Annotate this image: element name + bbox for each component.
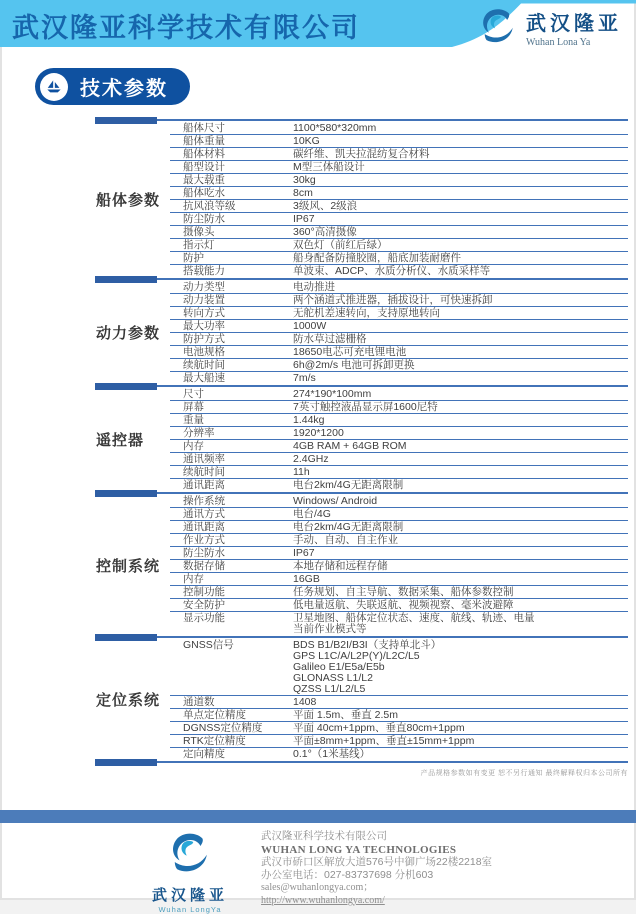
spec-value: 电动推进 [293,280,335,293]
spec-value: 1920*1200 [293,426,344,439]
footer-company-en: WUHAN LONG YA TECHNOLOGIES [261,843,457,856]
spec-value: 船身配备防撞胶圈，船底加装耐磨件 [293,251,461,264]
spec-label: 通道数 [183,695,215,708]
section-divider-line [95,385,628,387]
spec-value: 低电量返航、失联返航、视频视察、毫米波避障 [293,598,514,611]
spec-label: 防尘防水 [183,546,225,559]
spec-row [170,388,628,401]
spec-row [170,226,628,239]
spec-label: DGNSS定位精度 [183,721,263,734]
spec-row [170,427,628,440]
spec-label: 防尘防水 [183,212,225,225]
spec-value: 1408 [293,695,317,708]
spec-value: 4GB RAM + 64GB ROM [293,439,407,452]
spec-value: 10KG [293,134,320,147]
spec-section [95,639,628,760]
spec-row [170,174,628,187]
spec-row [170,359,628,372]
spec-value: 手动、自动、自主作业 [293,533,398,546]
spec-row [170,696,628,709]
page-title: 武汉隆亚科学技术有限公司 [12,13,360,43]
section-divider-line [95,636,628,638]
spec-label: 船型设计 [183,160,225,173]
spec-row [170,307,628,320]
spec-value: 平面±8mm+1ppm、垂直±15mm+1ppm [293,734,475,747]
spec-value: 2.4GHz [293,452,329,465]
spec-row [170,495,628,508]
spec-value: 1.44kg [293,413,325,426]
section-divider-bar [95,276,157,283]
spec-value: 电台2km/4G无距离限制 [293,520,404,533]
spec-row [170,709,628,722]
spec-value: 平面 40cm+1ppm、垂直80cm+1ppm [293,721,465,734]
spec-row [170,265,628,277]
brand-logo [477,6,622,48]
spec-label: 尺寸 [183,387,204,400]
spec-value: Windows/ Android [293,494,378,507]
disclaimer-text: 产品规格参数如有变更 恕不另行通知 最终解释权归本公司所有 [420,770,628,777]
spec-value: 16GB [293,572,320,585]
spec-row [170,135,628,148]
spec-row [170,534,628,547]
spec-value: 防水草过滤栅格 [293,332,367,345]
spec-label: 安全防护 [183,598,225,611]
footer-phone: 办公室电话：027-83737698 分机603 [261,868,434,881]
spec-value: 电台2km/4G无距离限制 [293,478,404,491]
spec-value: 18650电芯可充电锂电池 [293,345,407,358]
spec-label: 屏幕 [183,400,204,413]
spec-row [170,560,628,573]
section-divider-line [95,119,628,121]
section-divider-bar [95,383,157,390]
spec-label: 作业方式 [183,533,225,546]
spec-label: 指示灯 [183,238,215,251]
spec-section [95,122,628,277]
spec-section [95,388,628,491]
spec-row [170,320,628,333]
footer-address: 武汉市硚口区解放大道576号中御广场22楼2218室 [261,856,493,868]
spec-label: 操作系统 [183,494,225,507]
spec-label: 防护方式 [183,332,225,345]
footer-website: http://www.wuhanlongya.com/ [261,894,385,906]
section-divider [95,118,628,122]
spec-label: 动力类型 [183,280,225,293]
brand-name-en: Wuhan Lona Ya [526,36,591,48]
wave-swirl-icon [164,830,216,878]
section-divider-bar [95,117,157,124]
section-badge [35,68,190,105]
spec-row [170,735,628,748]
footer-logo [132,830,248,914]
spec-row [170,346,628,359]
spec-row [170,252,628,265]
spec-row [170,148,628,161]
footer-contact-block [261,831,492,907]
spec-value: 7m/s [293,371,316,384]
spec-row [170,573,628,586]
spec-row [170,401,628,414]
spec-label: 最大船速 [183,371,225,384]
spec-label: 转向方式 [183,306,225,319]
footer-email: sales@wuhanlongya.com； [261,882,374,893]
spec-value: 本地存储和远程存储 [293,559,388,572]
spec-label: 动力装置 [183,293,225,306]
section-name: 控制系统 [96,557,161,575]
spec-row [170,612,628,635]
spec-row [170,281,628,294]
spec-row [170,508,628,521]
spec-label: 续航时间 [183,358,225,371]
section-divider-bar [95,634,157,641]
spec-value: 1100*580*320mm [293,121,377,134]
section-divider [95,384,628,388]
spec-row [170,372,628,384]
spec-label: 电池规格 [183,345,225,358]
section-divider-line [95,761,628,763]
section-badge-label: 技术参数 [80,78,168,100]
spec-row [170,453,628,466]
spec-value: 两个涵道式推进器，插拔设计，可快速拆卸 [293,293,493,306]
spec-label: 控制功能 [183,585,225,598]
spec-label: RTK定位精度 [183,734,246,747]
spec-value: 卫星地图、船体定位状态、速度、航线、轨迹、电量 当前作业模式等 [293,611,535,635]
spec-label: 数据存储 [183,559,225,572]
spec-label: 搭载能力 [183,264,225,277]
spec-value: 274*190*100mm [293,387,372,400]
spec-row [170,586,628,599]
spec-value: 任务规划、自主导航、数据采集、船体参数控制 [293,585,514,598]
spec-row [170,122,628,135]
spec-row [170,187,628,200]
spec-label: 内存 [183,439,204,452]
spec-row [170,213,628,226]
spec-table [95,118,628,764]
spec-row [170,547,628,560]
spec-label: 船体尺寸 [183,121,225,134]
spec-label: 单点定位精度 [183,708,246,721]
spec-row [170,748,628,760]
spec-row [170,440,628,453]
section-divider [95,635,628,639]
brand-name-zh: 武汉隆亚 [526,12,622,35]
spec-section [95,281,628,384]
spec-row [170,294,628,307]
spec-value: 7英寸触控液晶显示屏1600尼特 [293,400,438,413]
spec-value: 1000W [293,319,327,332]
footer-divider-bar [0,810,636,823]
spec-value: 30kg [293,173,316,186]
spec-row [170,200,628,213]
spec-row [170,466,628,479]
section-divider [95,760,628,764]
spec-value: 碳纤维、凯夫拉混纺复合材料 [293,147,430,160]
spec-value: 平面 1.5m、垂直 2.5m [293,708,399,721]
spec-label: 通讯距离 [183,478,225,491]
spec-label: 船体重量 [183,134,225,147]
spec-label: 显示功能 [183,611,225,624]
spec-value: 0.1°（1米基线） [293,747,371,760]
section-divider [95,277,628,281]
spec-label: 最大载重 [183,173,225,186]
spec-row [170,333,628,346]
spec-value: IP67 [293,212,315,225]
spec-label: 重量 [183,413,204,426]
section-divider-line [95,492,628,494]
spec-value: 8cm [293,186,313,199]
spec-label: 分辨率 [183,426,215,439]
spec-label: 内存 [183,572,204,585]
spec-value: 双色灯（前红后绿） [293,238,388,251]
spec-value: BDS B1/B2I/B3I（支持单北斗） GPS L1C/A/L2P(Y)/L2C/L5 Galileo E1/E5a/E5b GLONASS L1/L2 QZSS L1/L2/L5 [293,638,442,695]
section-divider [95,491,628,495]
spec-row [170,722,628,735]
spec-value: 无舵机差速转向，支持原地转向 [293,306,440,319]
spec-content [95,118,628,778]
spec-label: 通讯频率 [183,452,225,465]
spec-label: 续航时间 [183,465,225,478]
spec-value: 3级风、2级浪 [293,199,358,212]
footer-brand-en: Wuhan LongYa [158,905,222,914]
spec-value: 单波束、ADCP、水质分析仪、水质采样等 [293,264,491,277]
footer-brand-zh: 武汉隆亚 [151,888,228,904]
brand-text [526,7,622,48]
footer-company-zh: 武汉隆亚科学技术有限公司 [261,830,387,842]
spec-label: 定向精度 [183,747,225,760]
section-name: 船体参数 [96,192,161,209]
spec-label: 船体材料 [183,147,225,160]
spec-row [170,521,628,534]
spec-label: 防护 [183,251,204,264]
spec-label: GNSS信号 [183,638,234,651]
spec-row [170,239,628,252]
spec-label: 通讯距离 [183,520,225,533]
spec-value: 360°高清摄像 [293,225,357,238]
sailboat-icon [40,73,68,101]
spec-label: 船体吃水 [183,186,225,199]
spec-row [170,414,628,427]
spec-row [170,599,628,612]
section-name: 动力参数 [96,325,161,342]
spec-value: 11h [293,465,310,478]
spec-value: 电台/4G [293,507,331,520]
spec-row [170,479,628,491]
spec-row [170,161,628,174]
spec-section [95,495,628,635]
section-divider-bar [95,759,157,766]
spec-label: 摄像头 [183,225,215,238]
spec-row [170,639,628,696]
spec-label: 最大功率 [183,319,225,332]
section-name: 定位系统 [96,692,161,709]
section-name: 遥控器 [96,432,145,449]
wave-swirl-icon [477,6,519,48]
section-divider-line [95,278,628,280]
spec-value: IP67 [293,546,315,559]
spec-label: 抗风浪等级 [183,199,236,212]
spec-label: 通讯方式 [183,507,225,520]
spec-value: 6h@2m/s 电池可拆卸更换 [293,358,415,371]
spec-value: M型三体船设计 [293,160,365,173]
section-divider-bar [95,490,157,497]
